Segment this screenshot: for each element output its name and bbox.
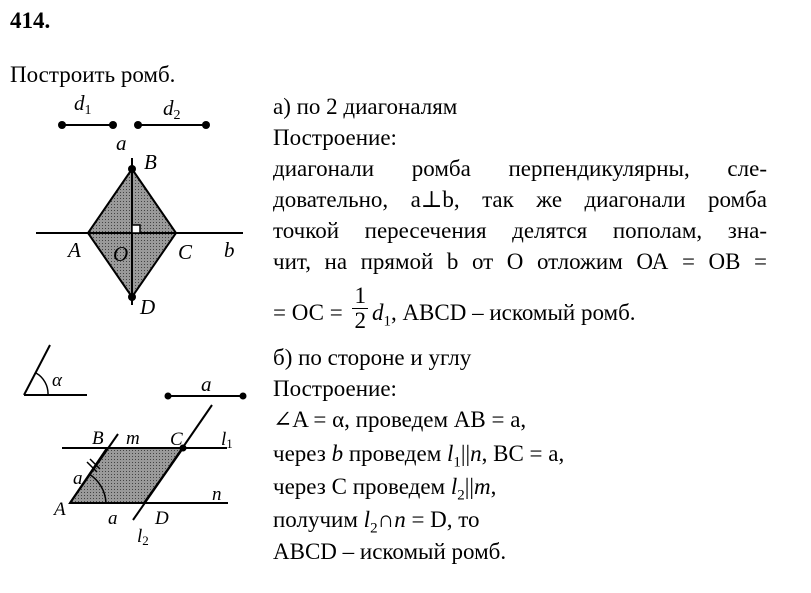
label-point-a: A bbox=[68, 238, 81, 262]
subscript: 2 bbox=[457, 487, 465, 504]
point-b bbox=[128, 165, 136, 173]
angle-alpha-arc bbox=[36, 373, 48, 395]
right-angle-mark bbox=[132, 225, 140, 233]
label-line-b: b bbox=[224, 238, 235, 262]
label-line-n: n bbox=[212, 484, 222, 505]
part-b-line-5: АВСD – искомый ромб. bbox=[273, 539, 507, 564]
part-a-conclusion: , АВСD – искомый ромб. bbox=[390, 299, 636, 325]
var-n: n bbox=[394, 507, 406, 532]
label-point-o: O bbox=[113, 242, 129, 266]
subscript: 2 bbox=[370, 520, 378, 537]
text: = D, то bbox=[405, 507, 480, 532]
angle-alpha-side bbox=[24, 345, 50, 395]
label-line-a: a bbox=[116, 131, 127, 155]
var-l: l bbox=[450, 474, 458, 499]
text: через bbox=[273, 441, 332, 466]
part-a-heading: а) по 2 диагоналям bbox=[273, 94, 458, 119]
label-d2: d2 bbox=[163, 96, 181, 123]
label-point-b: B bbox=[144, 150, 157, 174]
part-a-text-line-4: чит, на прямой b от О отложим ОА = ОВ = bbox=[273, 249, 767, 274]
text: проведем bbox=[343, 441, 448, 466]
part-a-construction-label: Построение: bbox=[273, 125, 397, 150]
label-d1: d1 bbox=[74, 91, 92, 118]
var-m: m bbox=[473, 474, 491, 499]
text: через С проведем bbox=[273, 474, 451, 499]
problem-number: 414. bbox=[10, 8, 51, 33]
part-b-construction-label: Построение: bbox=[273, 376, 397, 401]
text: , bbox=[490, 474, 497, 499]
var-b: b bbox=[331, 441, 344, 466]
label-base-a: a bbox=[108, 508, 118, 529]
label-point-d: D bbox=[155, 508, 169, 529]
part-b-heading: б) по стороне и углу bbox=[273, 345, 472, 370]
parallel-symbol: || bbox=[460, 441, 471, 466]
label-line-l2: l2 bbox=[137, 526, 149, 548]
label-side-a: a bbox=[73, 468, 83, 489]
part-a-oc-text: = ОС = bbox=[273, 299, 343, 325]
label-line-l1: l1 bbox=[221, 429, 233, 451]
intersection-symbol: ∩ bbox=[377, 507, 395, 532]
fraction-denominator: 2 bbox=[354, 308, 366, 333]
label-point-a: A bbox=[54, 499, 66, 520]
task-statement: Построить ромб. bbox=[10, 62, 176, 87]
label-point-b: B bbox=[92, 428, 104, 449]
segment-d2-endpoint bbox=[202, 121, 210, 129]
text: получим bbox=[273, 507, 364, 532]
var-l: l bbox=[363, 507, 371, 532]
label-line-m: m bbox=[126, 428, 140, 449]
segment-d1-endpoint bbox=[58, 121, 66, 129]
subscript: 1 bbox=[453, 454, 461, 471]
segment-a-endpoint bbox=[165, 393, 172, 400]
d1-variable: d bbox=[371, 299, 384, 325]
parallel-symbol: || bbox=[464, 474, 474, 499]
segment-d2-endpoint bbox=[134, 121, 142, 129]
figure-a-rhombus-by-diagonals bbox=[36, 91, 243, 319]
rhombus-abcd bbox=[70, 448, 183, 503]
text: , ВС = a, bbox=[481, 441, 565, 466]
part-a-text-line-1: диагонали ромба перпендикулярны, сле- bbox=[273, 156, 767, 181]
part-a-text-line-2: довательно, a⊥b, так же диагонали ромба bbox=[273, 187, 767, 212]
segment-a-endpoint bbox=[240, 393, 247, 400]
segment-d1-endpoint bbox=[109, 121, 117, 129]
figure-b-rhombus-by-side-and-angle bbox=[24, 345, 247, 548]
label-segment-a: a bbox=[201, 372, 212, 396]
label-point-c: C bbox=[178, 240, 193, 264]
point-d bbox=[128, 293, 136, 301]
label-alpha: α bbox=[52, 370, 62, 391]
d1-subscript: 1 bbox=[383, 313, 391, 330]
var-l: l bbox=[447, 441, 454, 466]
label-point-d: D bbox=[140, 295, 156, 319]
fraction-numerator: 1 bbox=[354, 283, 366, 308]
var-n: n bbox=[470, 441, 482, 466]
part-a-text-line-3: точкой пересечения делятся пополам, зна- bbox=[273, 218, 767, 243]
label-point-c: C bbox=[170, 429, 183, 450]
part-b-line-1: ∠A = α, проведем АВ = a, bbox=[273, 407, 527, 432]
